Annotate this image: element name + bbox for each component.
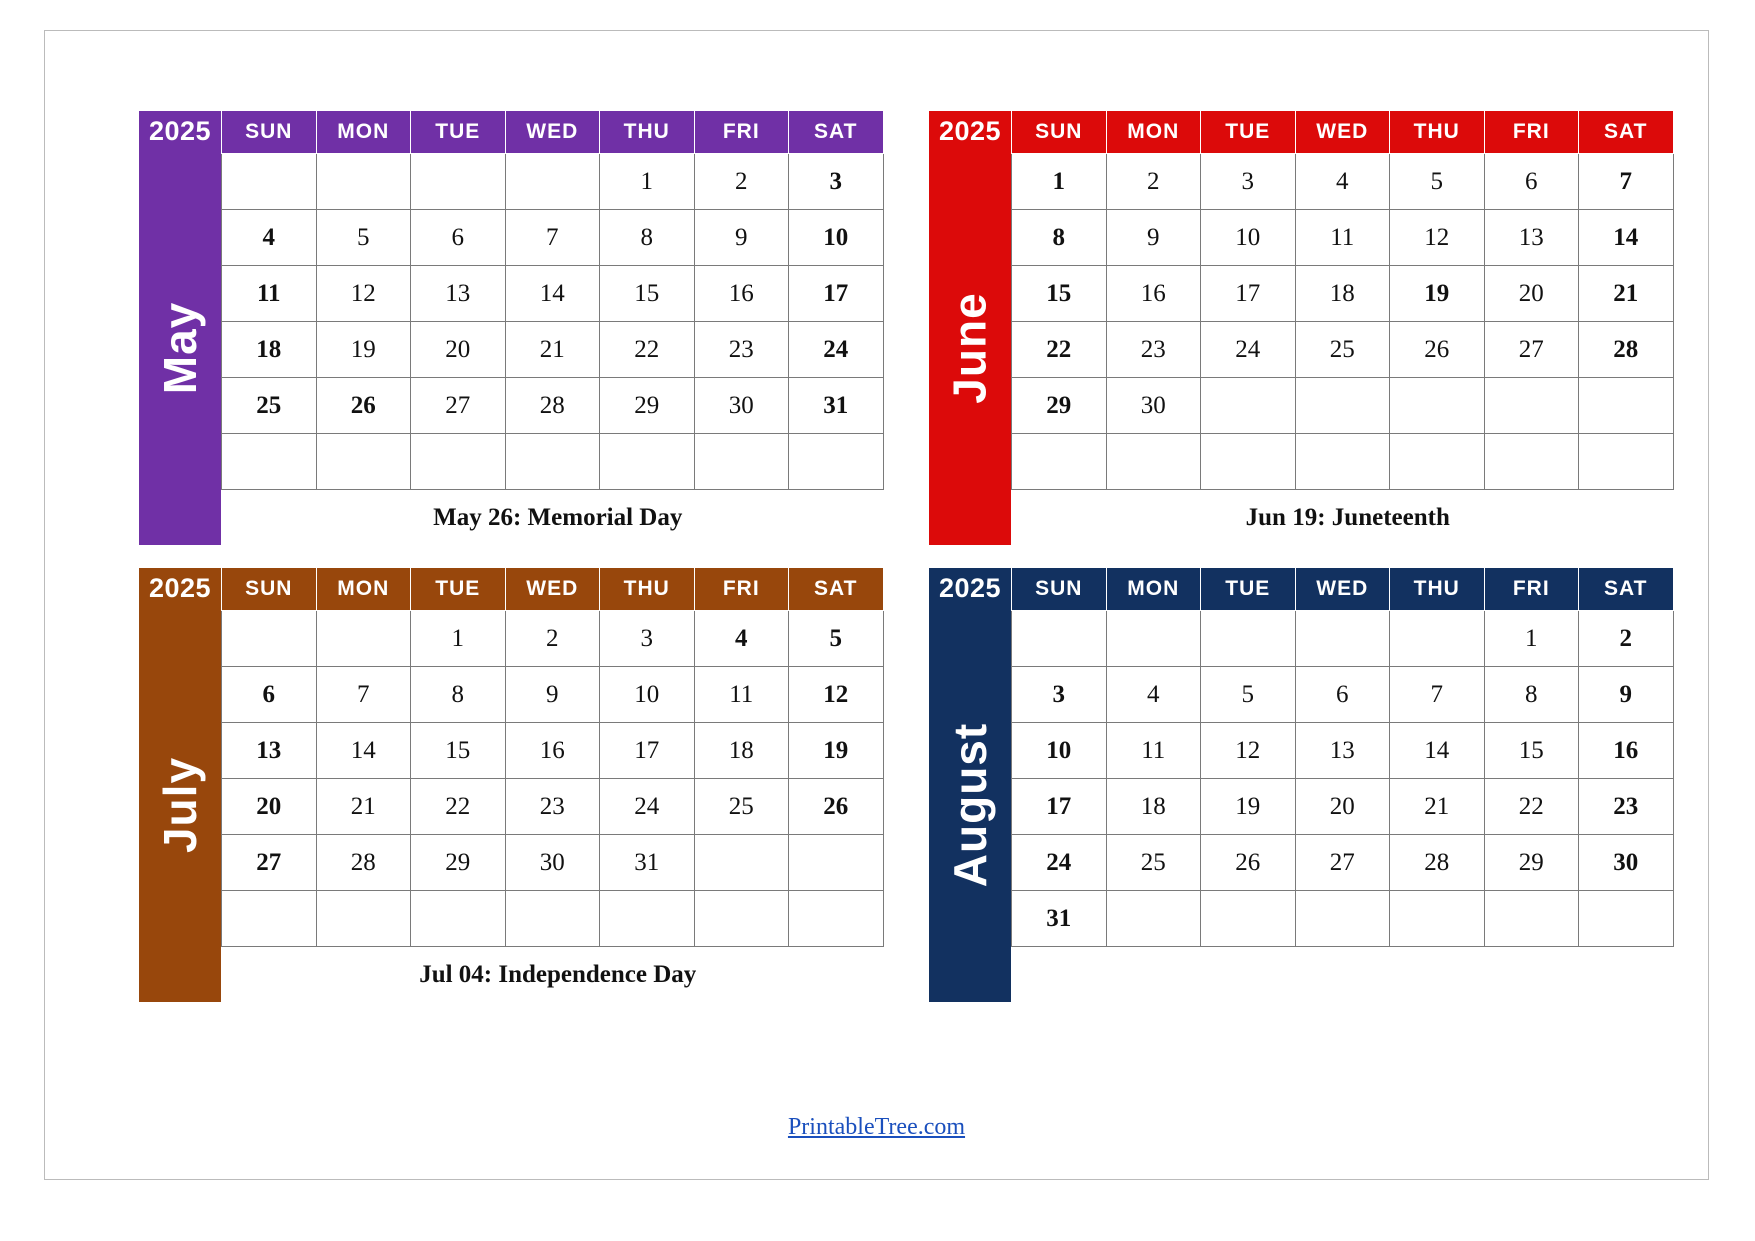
day-cell[interactable]: 3 [1201, 154, 1296, 210]
day-cell[interactable]: 7 [316, 667, 411, 723]
weekday-header-wed: WED [505, 568, 600, 611]
month-table [221, 111, 884, 545]
day-cell[interactable]: 10 [1012, 723, 1107, 779]
week-row [222, 154, 884, 210]
day-cell[interactable]: 20 [411, 322, 506, 378]
day-cell-empty [1201, 891, 1296, 947]
month-band-june [929, 111, 1011, 545]
day-cell[interactable]: 21 [1579, 266, 1674, 322]
day-cell-empty [1579, 891, 1674, 947]
weekday-header-fri: FRI [694, 111, 789, 154]
day-cell[interactable]: 4 [1295, 154, 1390, 210]
day-cell[interactable]: 23 [1106, 322, 1201, 378]
week-row [1012, 779, 1674, 835]
day-cell-empty [316, 891, 411, 947]
weekday-header-thu: THU [1390, 111, 1485, 154]
day-cell[interactable]: 27 [222, 835, 317, 891]
weekday-header-mon: MON [316, 111, 411, 154]
month-band-august [929, 568, 1011, 1002]
month-name-label [139, 151, 221, 545]
month-name-text: May [154, 301, 207, 395]
day-cell[interactable]: 29 [1012, 378, 1107, 434]
day-cell[interactable]: 14 [316, 723, 411, 779]
week-row [222, 210, 884, 266]
day-cell[interactable]: 23 [505, 779, 600, 835]
day-cell[interactable]: 31 [789, 378, 884, 434]
day-cell[interactable]: 23 [694, 322, 789, 378]
month-calendar-july [139, 568, 862, 1002]
day-cell[interactable]: 30 [694, 378, 789, 434]
week-row [222, 378, 884, 434]
year-label: 2025 [148, 115, 212, 146]
day-cell[interactable]: 28 [1579, 322, 1674, 378]
day-cell[interactable]: 17 [789, 266, 884, 322]
weekday-header-tue: TUE [411, 568, 506, 611]
day-cell[interactable]: 31 [1012, 891, 1107, 947]
week-row [1012, 611, 1674, 667]
day-cell[interactable]: 2 [1106, 154, 1201, 210]
day-cell-empty [789, 891, 884, 947]
day-cell[interactable]: 15 [1012, 266, 1107, 322]
printabletree-link[interactable]: PrintableTree.com [787, 1114, 966, 1140]
day-cell[interactable]: 21 [505, 322, 600, 378]
day-cell[interactable]: 6 [222, 667, 317, 723]
week-row [1012, 667, 1674, 723]
day-cell-empty [1295, 434, 1390, 490]
day-cell-empty [222, 434, 317, 490]
holiday-note-row [222, 490, 884, 546]
day-cell[interactable]: 26 [789, 779, 884, 835]
day-cell[interactable]: 27 [1484, 322, 1579, 378]
weekday-header-mon: MON [316, 568, 411, 611]
day-cell-empty [1484, 434, 1579, 490]
week-row [222, 835, 884, 891]
month-table [1011, 568, 1674, 1002]
day-cell[interactable]: 11 [222, 266, 317, 322]
weekday-header-sat: SAT [789, 111, 884, 154]
day-cell[interactable]: 2 [505, 611, 600, 667]
day-cell[interactable]: 7 [505, 210, 600, 266]
day-cell-empty [1012, 611, 1107, 667]
month-table [221, 568, 884, 1002]
day-cell[interactable]: 6 [411, 210, 506, 266]
day-cell[interactable]: 20 [222, 779, 317, 835]
day-cell[interactable]: 28 [505, 378, 600, 434]
year-label: 2025 [938, 572, 1002, 603]
weekday-header-row [1012, 111, 1674, 154]
day-cell-empty [600, 891, 695, 947]
day-cell-empty [222, 891, 317, 947]
day-cell-empty [1295, 611, 1390, 667]
day-cell-empty [1012, 434, 1107, 490]
day-cell[interactable]: 12 [316, 266, 411, 322]
day-cell[interactable]: 28 [1390, 835, 1485, 891]
day-cell-empty [1201, 378, 1296, 434]
weekday-header-sun: SUN [1012, 568, 1107, 611]
day-cell[interactable]: 12 [1390, 210, 1485, 266]
month-calendar-june [929, 111, 1652, 545]
day-cell[interactable]: 2 [694, 154, 789, 210]
day-cell[interactable]: 10 [789, 210, 884, 266]
day-cell[interactable]: 2 [1579, 611, 1674, 667]
day-cell[interactable]: 18 [1295, 266, 1390, 322]
day-cell[interactable]: 12 [789, 667, 884, 723]
month-name-label [929, 151, 1011, 545]
holiday-note-row [1012, 490, 1674, 546]
day-cell[interactable]: 16 [1579, 723, 1674, 779]
day-cell[interactable]: 11 [694, 667, 789, 723]
weekday-header-row [1012, 568, 1674, 611]
day-cell[interactable]: 4 [1106, 667, 1201, 723]
weekday-header-fri: FRI [1484, 568, 1579, 611]
day-cell[interactable]: 15 [1484, 723, 1579, 779]
day-cell[interactable]: 21 [1390, 779, 1485, 835]
day-cell[interactable]: 17 [600, 723, 695, 779]
day-cell-empty [694, 835, 789, 891]
day-cell-empty [789, 835, 884, 891]
month-name-label [139, 608, 221, 1002]
day-cell[interactable]: 22 [411, 779, 506, 835]
day-cell[interactable]: 24 [789, 322, 884, 378]
weekday-header-sun: SUN [222, 111, 317, 154]
day-cell[interactable]: 26 [1201, 835, 1296, 891]
day-cell[interactable]: 19 [1201, 779, 1296, 835]
day-cell-empty [1106, 611, 1201, 667]
weekday-header-thu: THU [600, 111, 695, 154]
day-cell[interactable]: 13 [1295, 723, 1390, 779]
weekday-header-fri: FRI [694, 568, 789, 611]
week-row [222, 779, 884, 835]
day-cell[interactable]: 18 [222, 322, 317, 378]
day-cell[interactable]: 25 [222, 378, 317, 434]
day-cell[interactable]: 1 [411, 611, 506, 667]
day-cell[interactable]: 1 [1012, 154, 1107, 210]
day-cell[interactable]: 9 [505, 667, 600, 723]
month-band-july [139, 568, 221, 1002]
day-cell[interactable]: 4 [694, 611, 789, 667]
calendar-grid [45, 31, 1708, 1179]
day-cell[interactable]: 22 [600, 322, 695, 378]
day-cell[interactable]: 9 [694, 210, 789, 266]
day-cell-empty [1201, 434, 1296, 490]
weekday-header-sat: SAT [789, 568, 884, 611]
day-cell[interactable]: 3 [789, 154, 884, 210]
weekday-header-wed: WED [1295, 568, 1390, 611]
day-cell[interactable]: 16 [1106, 266, 1201, 322]
day-cell[interactable]: 30 [1579, 835, 1674, 891]
day-cell[interactable]: 9 [1579, 667, 1674, 723]
weekday-header-sun: SUN [1012, 111, 1107, 154]
day-cell[interactable]: 3 [1012, 667, 1107, 723]
day-cell[interactable]: 17 [1201, 266, 1296, 322]
day-cell[interactable]: 11 [1106, 723, 1201, 779]
footer [45, 1114, 1708, 1141]
day-cell[interactable]: 19 [789, 723, 884, 779]
week-row [1012, 322, 1674, 378]
week-row [222, 434, 884, 490]
day-cell-empty [1106, 434, 1201, 490]
day-cell-empty [1579, 434, 1674, 490]
day-cell[interactable]: 13 [222, 723, 317, 779]
day-cell[interactable]: 11 [1295, 210, 1390, 266]
day-cell[interactable]: 26 [316, 378, 411, 434]
day-cell-empty [1484, 378, 1579, 434]
month-calendar-may [139, 111, 862, 545]
day-cell-empty [1295, 891, 1390, 947]
day-cell[interactable]: 13 [411, 266, 506, 322]
day-cell[interactable]: 30 [1106, 378, 1201, 434]
day-cell-empty [1390, 611, 1485, 667]
month-calendar-august [929, 568, 1652, 1002]
day-cell-empty [411, 434, 506, 490]
day-cell[interactable]: 5 [789, 611, 884, 667]
day-cell-empty [789, 434, 884, 490]
holiday-note: Jun 19: Juneteenth [1012, 490, 1674, 546]
day-cell-empty [1390, 434, 1485, 490]
week-row [1012, 210, 1674, 266]
day-cell[interactable]: 6 [1484, 154, 1579, 210]
day-cell[interactable]: 29 [411, 835, 506, 891]
week-row [1012, 434, 1674, 490]
day-cell[interactable]: 28 [316, 835, 411, 891]
weekday-header-sat: SAT [1579, 568, 1674, 611]
day-cell[interactable]: 24 [600, 779, 695, 835]
day-cell[interactable]: 5 [1390, 154, 1485, 210]
day-cell[interactable]: 17 [1012, 779, 1107, 835]
day-cell-empty [316, 434, 411, 490]
holiday-note-row [222, 947, 884, 1003]
month-band-may [139, 111, 221, 545]
day-cell[interactable]: 10 [600, 667, 695, 723]
day-cell[interactable]: 20 [1484, 266, 1579, 322]
day-cell-empty [222, 154, 317, 210]
day-cell[interactable]: 1 [600, 154, 695, 210]
day-cell[interactable]: 22 [1484, 779, 1579, 835]
day-cell-empty [1390, 891, 1485, 947]
year-label: 2025 [938, 115, 1002, 146]
week-row [1012, 266, 1674, 322]
day-cell[interactable]: 25 [1295, 322, 1390, 378]
weekday-header-tue: TUE [1201, 568, 1296, 611]
weekday-header-thu: THU [1390, 568, 1485, 611]
day-cell[interactable]: 19 [316, 322, 411, 378]
week-row [1012, 154, 1674, 210]
day-cell-empty [1295, 378, 1390, 434]
week-row [222, 322, 884, 378]
day-cell[interactable]: 4 [222, 210, 317, 266]
week-row [1012, 378, 1674, 434]
week-row [222, 611, 884, 667]
day-cell[interactable]: 15 [411, 723, 506, 779]
weekday-header-wed: WED [1295, 111, 1390, 154]
week-row [1012, 723, 1674, 779]
day-cell[interactable]: 29 [600, 378, 695, 434]
week-row [1012, 835, 1674, 891]
holiday-note: May 26: Memorial Day [222, 490, 884, 546]
day-cell[interactable]: 30 [505, 835, 600, 891]
day-cell-empty [694, 891, 789, 947]
day-cell[interactable]: 27 [1295, 835, 1390, 891]
day-cell-empty [411, 891, 506, 947]
weekday-header-tue: TUE [1201, 111, 1296, 154]
day-cell[interactable]: 7 [1390, 667, 1485, 723]
day-cell[interactable]: 8 [600, 210, 695, 266]
day-cell-empty [694, 434, 789, 490]
day-cell[interactable]: 5 [316, 210, 411, 266]
day-cell[interactable]: 14 [505, 266, 600, 322]
day-cell[interactable]: 19 [1390, 266, 1485, 322]
day-cell[interactable]: 5 [1201, 667, 1296, 723]
day-cell[interactable]: 24 [1012, 835, 1107, 891]
weekday-header-sun: SUN [222, 568, 317, 611]
month-name-text: August [944, 722, 997, 888]
weekday-header-sat: SAT [1579, 111, 1674, 154]
weekday-header-row [222, 568, 884, 611]
day-cell-empty [505, 434, 600, 490]
day-cell[interactable]: 16 [505, 723, 600, 779]
weekday-header-wed: WED [505, 111, 600, 154]
day-cell[interactable]: 6 [1295, 667, 1390, 723]
day-cell-empty [600, 434, 695, 490]
day-cell[interactable]: 24 [1201, 322, 1296, 378]
day-cell-empty [1484, 891, 1579, 947]
day-cell[interactable]: 29 [1484, 835, 1579, 891]
day-cell[interactable]: 25 [694, 779, 789, 835]
day-cell-empty [1106, 891, 1201, 947]
weekday-header-row [222, 111, 884, 154]
day-cell[interactable]: 8 [411, 667, 506, 723]
day-cell-empty [1390, 378, 1485, 434]
holiday-note [1012, 947, 1674, 1003]
day-cell[interactable]: 27 [411, 378, 506, 434]
day-cell[interactable]: 8 [1484, 667, 1579, 723]
week-row [222, 723, 884, 779]
week-row [1012, 891, 1674, 947]
weekday-header-mon: MON [1106, 111, 1201, 154]
day-cell[interactable]: 16 [694, 266, 789, 322]
day-cell[interactable]: 18 [1106, 779, 1201, 835]
weekday-header-tue: TUE [411, 111, 506, 154]
day-cell[interactable]: 25 [1106, 835, 1201, 891]
day-cell-empty [411, 154, 506, 210]
holiday-note-row [1012, 947, 1674, 1003]
month-name-label [929, 608, 1011, 1002]
day-cell-empty [505, 891, 600, 947]
month-name-text: June [944, 292, 996, 404]
day-cell-empty [222, 611, 317, 667]
calendar-page [44, 30, 1709, 1180]
day-cell[interactable]: 3 [600, 611, 695, 667]
weekday-header-thu: THU [600, 568, 695, 611]
month-name-text: July [154, 756, 207, 854]
day-cell[interactable]: 23 [1579, 779, 1674, 835]
day-cell-empty [316, 154, 411, 210]
day-cell[interactable]: 10 [1201, 210, 1296, 266]
day-cell[interactable]: 18 [694, 723, 789, 779]
weekday-header-mon: MON [1106, 568, 1201, 611]
day-cell-empty [1201, 611, 1296, 667]
week-row [222, 891, 884, 947]
day-cell[interactable]: 21 [316, 779, 411, 835]
day-cell[interactable]: 1 [1484, 611, 1579, 667]
year-label: 2025 [148, 572, 212, 603]
day-cell[interactable]: 22 [1012, 322, 1107, 378]
month-table [1011, 111, 1674, 545]
holiday-note: Jul 04: Independence Day [222, 947, 884, 1003]
day-cell[interactable]: 31 [600, 835, 695, 891]
day-cell[interactable]: 14 [1390, 723, 1485, 779]
week-row [222, 667, 884, 723]
day-cell[interactable]: 13 [1484, 210, 1579, 266]
weekday-header-fri: FRI [1484, 111, 1579, 154]
day-cell[interactable]: 9 [1106, 210, 1201, 266]
day-cell-empty [505, 154, 600, 210]
day-cell[interactable]: 14 [1579, 210, 1674, 266]
day-cell-empty [1579, 378, 1674, 434]
day-cell[interactable]: 7 [1579, 154, 1674, 210]
day-cell[interactable]: 20 [1295, 779, 1390, 835]
week-row [222, 266, 884, 322]
day-cell[interactable]: 12 [1201, 723, 1296, 779]
day-cell-empty [316, 611, 411, 667]
day-cell[interactable]: 8 [1012, 210, 1107, 266]
day-cell[interactable]: 26 [1390, 322, 1485, 378]
day-cell[interactable]: 15 [600, 266, 695, 322]
